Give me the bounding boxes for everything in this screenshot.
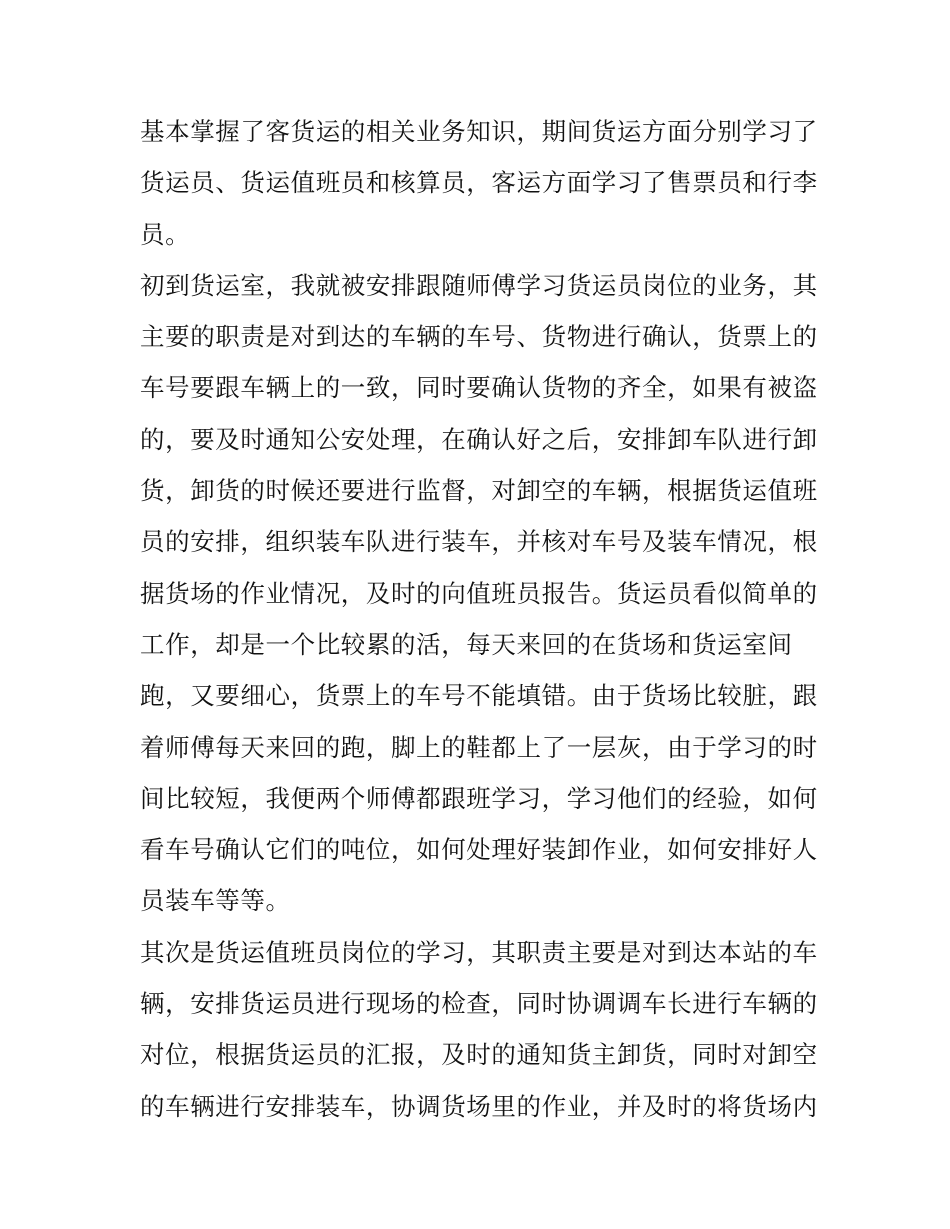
text-line: 辆，安排货运员进行现场的检查，同时协调调车长进行车辆的 — [140, 989, 818, 1019]
text-line: 货，卸货的时候还要进行监督，对卸空的车辆，根据货运值班 — [140, 476, 818, 506]
text-line: 对位，根据货运员的汇报，及时的通知货主卸货，同时对卸空 — [140, 1040, 818, 1070]
text-line: 主要的职责是对到达的车辆的车号、货物进行确认，货票上的 — [140, 322, 818, 352]
text-line: 间比较短，我便两个师傅都跟班学习，学习他们的经验，如何 — [140, 783, 818, 813]
text-line: 的车辆进行安排装车，协调货场里的作业，并及时的将货场内 — [140, 1091, 818, 1121]
text-line: 工作，却是一个比较累的活，每天来回的在货场和货运室间 — [140, 629, 793, 659]
text-line: 基本掌握了客货运的相关业务知识，期间货运方面分别学习了 — [140, 117, 818, 146]
text-line: 着师傅每天来回的跑，脚上的鞋都上了一层灰，由于学习的时 — [140, 732, 818, 762]
body-text — [140, 106, 820, 1132]
text-line: 其次是货运值班员岗位的学习，其职责主要是对到达本站的车 — [140, 937, 818, 967]
text-line: 员。 — [140, 219, 191, 249]
text-line: 货运员、货运值班员和核算员，客运方面学习了售票员和行李 — [140, 168, 818, 198]
text-line: 看车号确认它们的吨位，如何处理好装卸作业，如何安排好人 — [140, 835, 818, 865]
text-line: 的，要及时通知公安处理，在确认好之后，安排卸车队进行卸 — [140, 424, 818, 454]
text-line: 员装车等等。 — [140, 886, 291, 916]
text-line: 据货场的作业情况，及时的向值班员报告。货运员看似简单的 — [140, 578, 818, 608]
text-line: 跑，又要细心，货票上的车号不能填错。由于货场比较脏，跟 — [140, 681, 818, 711]
text-line: 车号要跟车辆上的一致，同时要确认货物的齐全，如果有被盗 — [140, 373, 818, 403]
text-line: 员的安排，组织装车队进行装车，并核对车号及装车情况，根 — [140, 527, 818, 557]
text-line: 初到货运室，我就被安排跟随师傅学习货运员岗位的业务，其 — [140, 270, 818, 300]
